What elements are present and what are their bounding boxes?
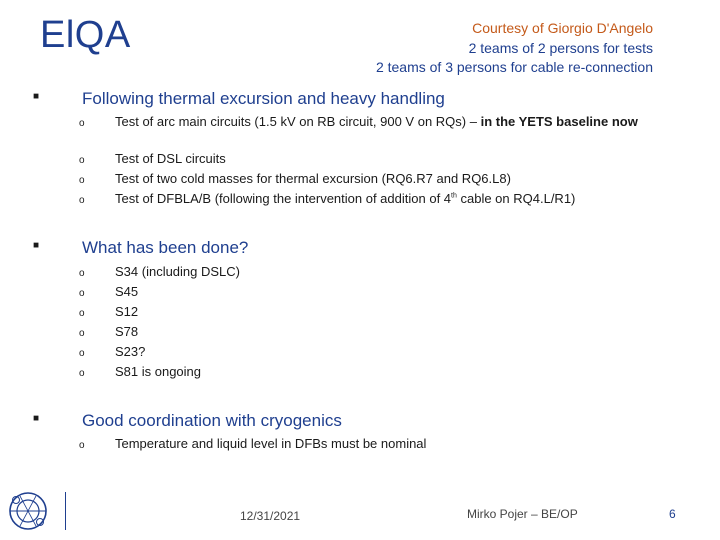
list-item-text: S12 bbox=[115, 304, 139, 319]
circle-bullet-icon: o bbox=[79, 175, 85, 186]
circle-bullet-icon: o bbox=[79, 288, 85, 299]
square-bullet-icon: ■ bbox=[33, 240, 40, 251]
list-item-text: Temperature and liquid level in DFBs must be nominal bbox=[115, 436, 427, 451]
section-heading-text: What has been done? bbox=[82, 238, 249, 257]
cern-logo-icon bbox=[6, 490, 50, 532]
footer-divider bbox=[65, 492, 66, 530]
list-item-text: S34 (including DSLC) bbox=[115, 264, 241, 279]
footer-author: Mirko Pojer – BE/OP bbox=[467, 507, 578, 521]
courtesy-line-3: 2 teams of 3 persons for cable re-connection bbox=[375, 59, 653, 75]
circle-bullet-icon: o bbox=[79, 118, 85, 129]
circle-bullet-icon: o bbox=[79, 195, 85, 206]
list-item-text: Test of arc main circuits (1.5 kV on RB circuit, 900 V on RQs) – in the YETS baseline now bbox=[115, 114, 638, 129]
list-item-text: Test of two cold masses for thermal excursion (RQ6.R7 and RQ6.L8) bbox=[115, 171, 511, 186]
circle-bullet-icon: o bbox=[79, 348, 85, 359]
section-heading-text: Following thermal excursion and heavy handling bbox=[82, 89, 445, 108]
circle-bullet-icon: o bbox=[79, 268, 85, 279]
list-item-text: Test of DSL circuits bbox=[115, 151, 226, 166]
square-bullet-icon: ■ bbox=[33, 91, 40, 102]
square-bullet-icon: ■ bbox=[33, 413, 40, 424]
circle-bullet-icon: o bbox=[79, 328, 85, 339]
list-item-text: S78 bbox=[115, 324, 139, 339]
page-title: ElQA bbox=[40, 14, 131, 56]
list-item-text: S81 is ongoing bbox=[115, 364, 202, 379]
list-item-text: S23? bbox=[115, 344, 146, 359]
circle-bullet-icon: o bbox=[79, 308, 85, 319]
courtesy-line-1: Courtesy of Giorgio D'Angelo bbox=[472, 20, 653, 36]
circle-bullet-icon: o bbox=[79, 440, 85, 451]
courtesy-note bbox=[376, 19, 653, 78]
list-item-text: S45 bbox=[115, 284, 139, 299]
circle-bullet-icon: o bbox=[79, 368, 85, 379]
footer-date: 12/31/2021 bbox=[240, 509, 301, 523]
courtesy-line-2: 2 teams of 2 persons for tests bbox=[468, 39, 653, 56]
list-item-text: Test of DFBLA/B (following the intervention of addition of 4th cable on RQ4.L/R1) bbox=[115, 191, 576, 206]
circle-bullet-icon: o bbox=[79, 155, 85, 166]
page-number: 6 bbox=[669, 507, 676, 521]
section-heading-text: Good coordination with cryogenics bbox=[82, 411, 342, 430]
